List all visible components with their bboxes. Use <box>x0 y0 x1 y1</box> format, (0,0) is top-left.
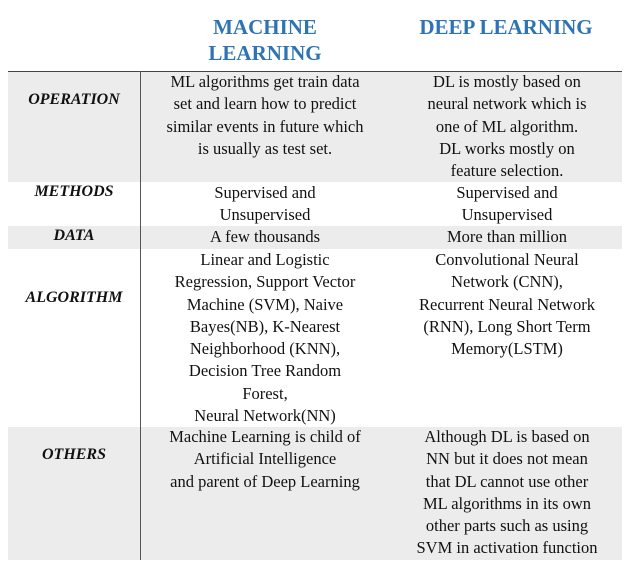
cell-operation-dl: DL is mostly based on neural network which is one of ML algorithm. DL works mostly on feature selection. <box>427 72 587 181</box>
row-label-methods: METHODS <box>34 183 114 200</box>
cell-others-dl: Although DL is based on NN but it does not mean that DL cannot use other ML algorithms in its own other parts such as using SVM in activation function <box>416 427 598 558</box>
row-label-algorithm: ALGORITHM <box>25 289 123 306</box>
row-label-operation: OPERATION <box>28 91 120 108</box>
header-machine-learning: MACHINE LEARNING <box>208 15 322 65</box>
cell-methods-ml: Supervised and Unsupervised <box>214 183 316 225</box>
cell-algorithm-dl: Convolutional Neural Network (CNN), Recurrent Neural Network (RNN), Long Short Term Memory(LSTM) <box>419 250 595 359</box>
cell-data-dl: More than million <box>446 227 568 246</box>
label-column-divider <box>140 71 141 560</box>
cell-methods-dl: Supervised and Unsupervised <box>456 183 558 225</box>
cell-data-ml: A few thousands <box>210 227 320 246</box>
row-label-data: DATA <box>53 227 95 244</box>
row-label-others: OTHERS <box>41 446 106 463</box>
cell-algorithm-ml: Linear and Logistic Regression, Support Vector Machine (SVM), Naive Bayes(NB), K-Nearest Neighborhood (KNN), Decision Tree Random Forest, Neural Network(NN) <box>174 250 356 426</box>
header-deep-learning: DEEP LEARNING <box>419 15 593 39</box>
cell-operation-ml: ML algorithms get train data set and learn how to predict similar events in future which is usually as test set. <box>166 72 364 158</box>
cell-others-ml: Machine Learning is child of Artificial Intelligence and parent of Deep Learning <box>169 427 361 491</box>
